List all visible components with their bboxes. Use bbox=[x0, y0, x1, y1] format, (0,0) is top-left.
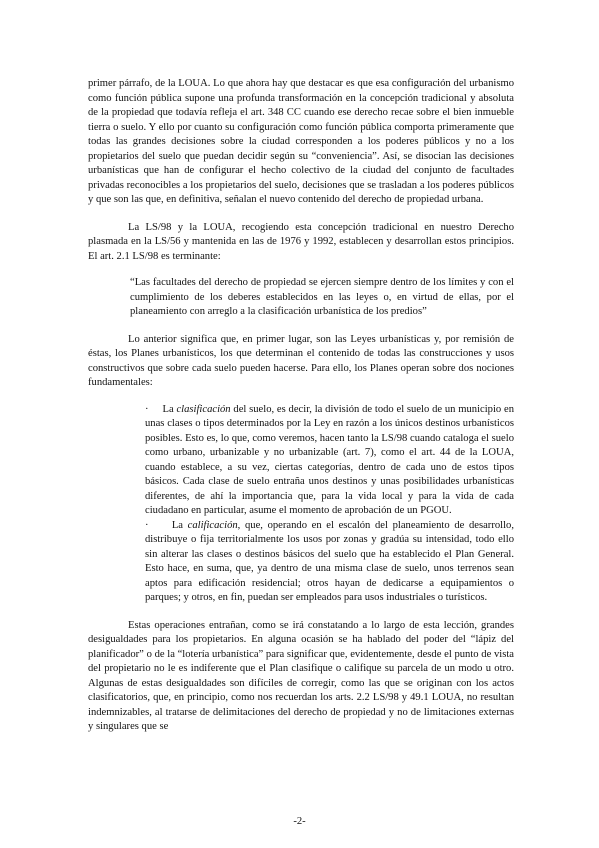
list-item-lead: La bbox=[162, 403, 174, 415]
paragraph-4: Estas operaciones entrañan, como se irá constatando a lo largo de esta lección, grandes desigualdades para los propietarios. En alguna ocasión se ha hablado del poder del “lápiz del planificador” o de la “lotería urbanística” para significar que, evidentemente, desde el punto de vista del propietario no le es indiferente que el Plan clasifique o califique su parcela de un modo u otro. Algunas de estas desigualdades son difíciles de corregir, como las que se originan con los actos clasificatorios, que, en principio, como nos recuerdan los arts. 2.2 LS/98 y 49.1 LOUA, no resultan indemnizables, al tratarse de delimitaciones del derecho de propiedad y no de limitaciones externas y singulares que se bbox=[88, 619, 514, 732]
paragraph-3: Lo anterior significa que, en primer lugar, son las Leyes urbanísticas y, por remisión de éstas, los Planes urbanísticos, los que determinan el contenido de todas las construcciones y usos constructivos que sobre cada suelo pueden hacerse. Para ello, los Planes operan sobre dos nociones fundamentales: bbox=[88, 333, 514, 388]
paragraph-1: primer párrafo, de la LOUA. Lo que ahora hay que destacar es que esa configuración del urbanismo como función pública supone una profunda transformación en la concepción tradicional y absoluta de la propiedad que todavía refleja el art. 348 CC cuando ese derecho recae sobre el bien inmueble tierra o suelo. Y ello por cuanto su configuración como función pública comporta primeramente que todas las grandes decisiones sobre la ciudad corresponden a los poderes públicos y no a los propietarios del suelo que puedan decidir según su “conveniencia”. Así, se disocian las decisiones urbanísticas que han de configurar el hecho colectivo de la ciudad del conjunto de facultades privadas reconocibles a los propietarios del suelo, decisiones que se trasladan a los poderes públicos y que son las que, en definitiva, señalan el nuevo contenido del derecho de propiedad urbana. bbox=[88, 78, 514, 205]
bullet-marker: · bbox=[145, 403, 149, 415]
bullet-marker: · bbox=[145, 519, 149, 531]
page-number: -2- bbox=[293, 816, 306, 827]
list-item-lead: La bbox=[171, 519, 183, 531]
paragraph-2: La LS/98 y la LOUA, recogiendo esta concepción tradicional en nuestro Derecho plasmada en la LS/56 y mantenida en las de 1976 y 1992, establecen y desarrollan estos principios. El art. 2.1 LS/98 es terminante: bbox=[88, 221, 514, 262]
list-item-text: , que, operando en el escalón del planeamiento de desarrollo, distribuye o fija territorialmente los usos por zonas y gradúa su intensidad, todo ello sin alterar las clases o destinos básicos del suelo que ha establecido el Plan General. Esto hace, en suma, que, ya dentro de una misma clase de suelo, unos terrenos sean aptos para edificación residencial; otros hayan de dedicarse a equipamientos o parques; y otros, en fin, puedan ser empleados para usos industriales o turísticos. bbox=[145, 519, 514, 603]
list-item-calificacion bbox=[145, 519, 514, 606]
legal-quote: “Las facultades del derecho de propiedad se ejercen siempre dentro de los límites y con el cumplimiento de los deberes establecidos en las leyes o, en virtud de ellas, por el planeamiento con arreglo a la clasificación urbanística de los predios” bbox=[130, 277, 514, 317]
notions-list bbox=[88, 403, 514, 606]
body-text bbox=[88, 77, 514, 735]
list-item-clasificacion bbox=[145, 403, 514, 519]
list-item-text: del suelo, es decir, la división de todo el suelo de un municipio en unas clases o tipos determinados por la Ley en razón a los únicos destinos urbanísticos posibles. Esto es, lo que, como veremos, hacen tanto la LS/98 cuando cataloga el suelo como urbano, urbanizable y no urbanizable (art. 7), como el art. 44 de la LOUA, cuando establece, a su vez, ciertas categorías, dentro de cada uno de estos tipos básicos. Cada clase de suelo entraña unos destinos y unas posibilidades urbanísticas diferentes, de ahí la importancia que, para la vida local y para la vida de cada ciudadano en particular, asume el momento de aprobación de un PGOU. bbox=[145, 403, 515, 516]
term-calificacion: calificación bbox=[187, 519, 238, 531]
term-clasificacion: clasificación bbox=[176, 403, 231, 415]
